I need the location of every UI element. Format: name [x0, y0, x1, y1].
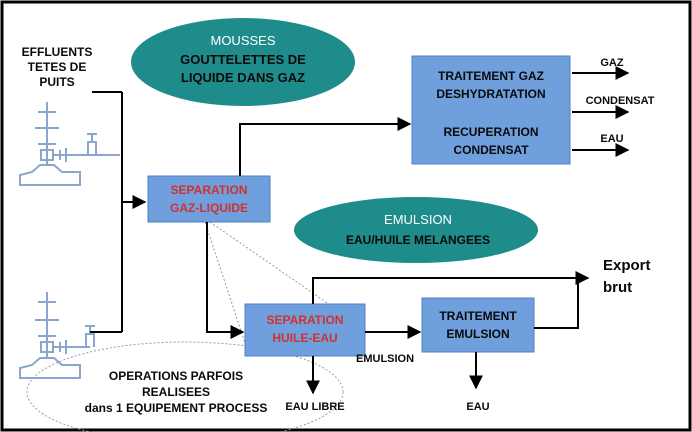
- eau-emulsion-label: EAU: [466, 401, 490, 413]
- input-collector-lines: [90, 92, 145, 332]
- wellhead-top-icon: [20, 102, 120, 185]
- note-line-3: dans 1 EQUIPEMENT PROCESS: [84, 401, 268, 415]
- input-label-line-1: EFFLUENTS: [21, 45, 93, 59]
- wellhead-bottom-icon: [20, 292, 95, 378]
- sep-gl-line-2: GAZ-LIQUIDE: [170, 201, 248, 215]
- emulsion-line: EAU/HUILE MELANGEES: [345, 233, 491, 247]
- sep-he-line-2: HUILE-EAU: [272, 331, 338, 345]
- sep-gl-line-1: SEPARATION: [170, 183, 248, 197]
- gas-box-line-2: DESHYDRATATION: [436, 87, 546, 101]
- input-label-line-3: PUITS: [39, 75, 75, 89]
- separation-oil-water-box: [245, 304, 365, 356]
- output-condensat: CONDENSAT: [585, 95, 655, 107]
- sep-he-line-1: SEPARATION: [266, 313, 344, 327]
- emulsion-flow-label: EMULSION: [356, 353, 415, 365]
- mousses-title: MOUSSES: [210, 33, 276, 48]
- note-line-1: OPERATIONS PARFOIS: [108, 369, 244, 383]
- note-line-2: REALISEES: [141, 385, 211, 399]
- gas-box-line-1: TRAITEMENT GAZ: [438, 69, 544, 83]
- emulsion-title: EMULSION: [384, 212, 452, 227]
- input-label-line-2: TETES DE: [27, 60, 87, 74]
- mousses-line-2: LIQUIDE DANS GAZ: [180, 70, 306, 85]
- eau-libre-label: EAU LIBRE: [285, 401, 345, 413]
- emulsion-box-line-2: EMULSION: [446, 327, 510, 341]
- mousses-line-1: GOUTTELETTES DE: [180, 52, 306, 67]
- output-gaz: GAZ: [600, 57, 624, 69]
- gas-box-line-4: CONDENSAT: [453, 143, 529, 157]
- output-eau-gas: EAU: [600, 133, 624, 145]
- emulsion-box-line-1: TRAITEMENT: [439, 309, 517, 323]
- export-line-2: brut: [603, 279, 633, 296]
- gas-box-line-3: RECUPERATION: [443, 125, 539, 139]
- export-line-1: Export: [603, 257, 651, 274]
- emulsion-treatment-box: [422, 298, 534, 352]
- emulsion-ellipse: [294, 197, 538, 263]
